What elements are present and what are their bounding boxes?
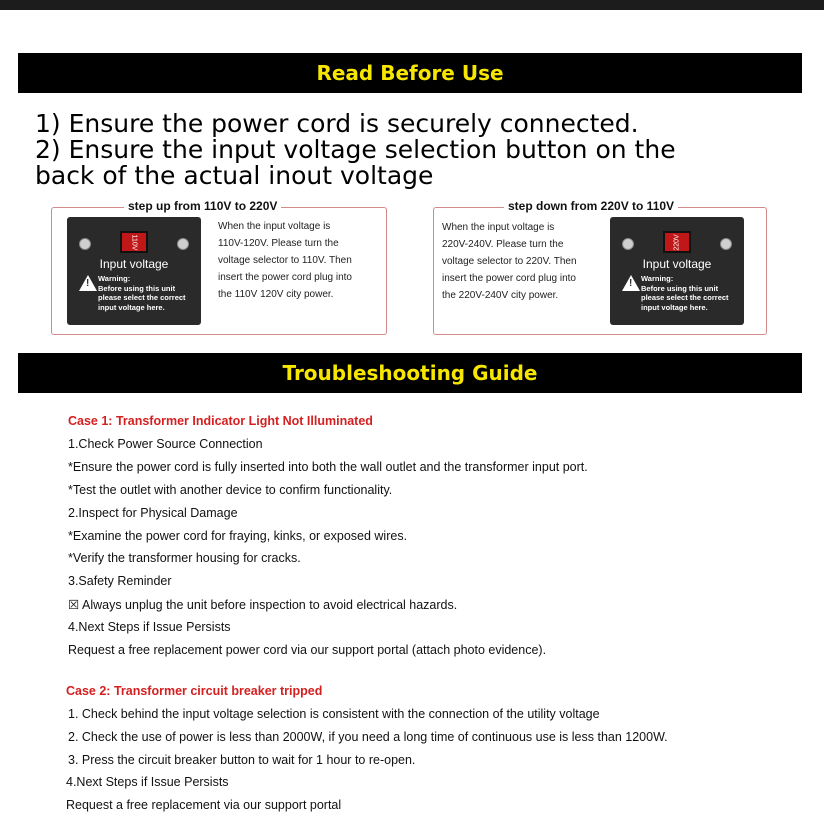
voltage-switch: 110V xyxy=(120,231,148,253)
voltage-switch: 220V xyxy=(663,231,691,253)
case-1-line: *Verify the transformer housing for cracks. xyxy=(68,551,301,565)
step-down-panel xyxy=(433,199,767,335)
step-up-title: step up from 110V to 220V xyxy=(124,199,281,213)
case-1-line: *Examine the power cord for fraying, kinks, or exposed wires. xyxy=(68,529,408,543)
case-2-title: Case 2: Transformer circuit breaker tripped xyxy=(66,684,323,698)
case-2-line: 2. Check the use of power is less than 2000W, if you need a long time of continuous use is less than 1200W. xyxy=(68,730,668,744)
screw-icon xyxy=(720,238,732,250)
warning-triangle-icon xyxy=(622,275,640,291)
troubleshooting-banner xyxy=(18,353,802,393)
read-before-use-banner xyxy=(18,53,802,93)
case-2-line: 1. Check behind the input voltage selection is consistent with the connection of the utility voltage xyxy=(68,707,600,721)
troubleshooting-title: Troubleshooting Guide xyxy=(282,361,538,385)
case-1-line: 3.Safety Reminder xyxy=(68,574,172,588)
device-label: Input voltage xyxy=(642,257,712,271)
case-1-line: *Test the outlet with another device to confirm functionality. xyxy=(68,483,393,497)
case-2-line: 4.Next Steps if Issue Persists xyxy=(66,775,229,789)
instructions xyxy=(35,111,676,189)
step-up-text: When the input voltage is 110V-120V. Please turn the voltage selector to 110V. Then insert the power cord plug into the 110V 120V city power. xyxy=(218,221,352,300)
case-1-line: *Ensure the power cord is fully inserted into both the wall outlet and the transformer input port. xyxy=(68,460,588,474)
case-1-line: 2.Inspect for Physical Damage xyxy=(68,506,238,520)
warning-triangle-icon xyxy=(79,275,97,291)
case-1-line: 4.Next Steps if Issue Persists xyxy=(68,620,231,634)
instruction-line-3: back of the actual inout voltage xyxy=(35,161,434,190)
screw-icon xyxy=(622,238,634,250)
case-1-line: 1.Check Power Source Connection xyxy=(68,437,263,451)
banner-title: Read Before Use xyxy=(316,61,504,85)
device-warning: Warning: Before using this unit please select the correct input voltage here. xyxy=(98,274,186,312)
case-1-line: ☒ Always unplug the unit before inspection to avoid electrical hazards. xyxy=(68,598,458,612)
screw-icon xyxy=(79,238,91,250)
device-warning: Warning: Before using this unit please select the correct input voltage here. xyxy=(641,274,729,312)
screw-icon xyxy=(177,238,189,250)
step-down-text: When the input voltage is 220V-240V. Please turn the voltage selector to 220V. Then insert the power cord plug into the 220V-240V city power. xyxy=(442,222,577,301)
voltage-selector-device-image xyxy=(610,217,744,325)
voltage-selector-device-image xyxy=(67,217,201,325)
instruction-line-1: 1) Ensure the power cord is securely connected. xyxy=(35,109,639,138)
case-2-line: Request a free replacement via our support portal xyxy=(66,798,342,812)
instruction-line-2: 2) Ensure the input voltage selection button on the xyxy=(35,135,676,164)
case-1-line: Request a free replacement power cord via our support portal (attach photo evidence). xyxy=(68,643,547,657)
case-1-title: Case 1: Transformer Indicator Light Not Illuminated xyxy=(68,414,373,428)
top-bar xyxy=(0,0,824,10)
step-down-title: step down from 220V to 110V xyxy=(504,199,678,213)
device-label: Input voltage xyxy=(99,257,169,271)
step-up-panel xyxy=(51,199,387,335)
case-2-line: 3. Press the circuit breaker button to wait for 1 hour to re-open. xyxy=(68,753,416,767)
